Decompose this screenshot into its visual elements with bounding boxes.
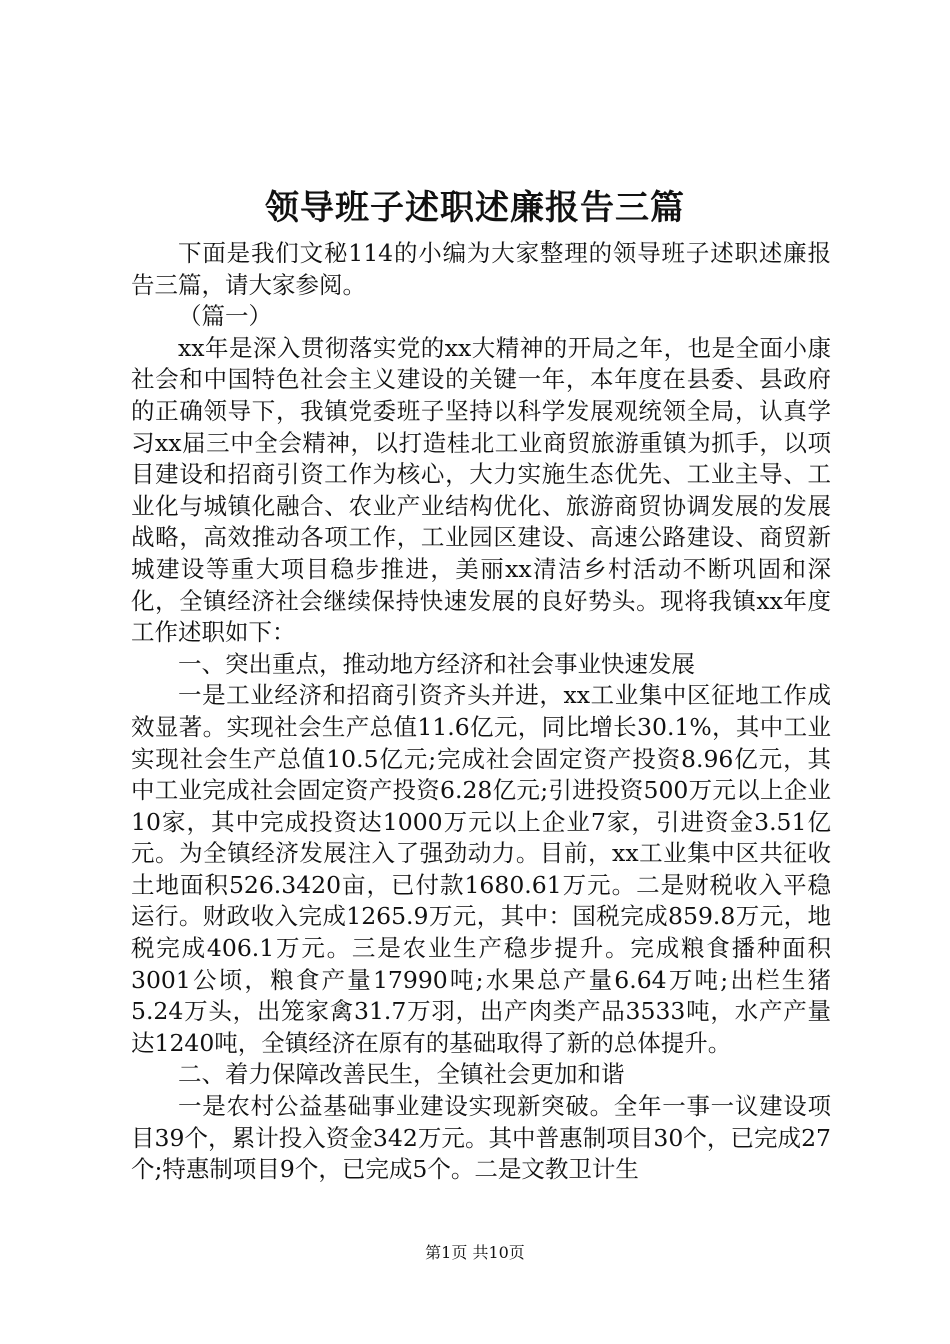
section-label: （篇一） [178, 302, 272, 331]
body-paragraph: 一是工业经济和招商引资齐头并进，xx工业集中区征地工作成效显著。实现社会生产总值11.6亿元，同比增长30.1%，其中工业实现社会生产总值10.5亿元;完成社会固定资产投资8.96亿元，其中工业完成社会固定资产投资6.28亿元;引进投资500万元以上企业10家，其中完成投资达1000万元以上企业7家，引进资金3.51亿元。为全镇经济发展注入了强劲动力。目前，xx工业集中区共征收土地面积526.3420亩，已付款1680.61万元。二是财税收入平稳运行。财政收入完成1265.9万元，其中：国税完成859.8万元，地税完成406.1万元。三是农业生产稳步提升。完成粮食播种面积3001公顷，粮食产量17990吨;水果总产量6.64万吨;出栏生猪5.24万头，出笼家禽31.7万羽，出产肉类产品3533吨，水产产量达1240吨，全镇经济在原有的基础取得了新的总体提升。 [131, 681, 831, 1057]
document-title: 领导班子述职述廉报告三篇 [265, 188, 685, 228]
intro-paragraph: 下面是我们文秘114的小编为大家整理的领导班子述职述廉报告三篇，请大家参阅。 [131, 239, 831, 299]
page-number-footer: 第1页 共10页 [425, 1243, 525, 1262]
body-paragraph: 一是农村公益基础事业建设实现新突破。全年一事一议建设项目39个，累计投入资金342万元。其中普惠制项目30个，已完成27个;特惠制项目9个，已完成5个。二是文教卫计生 [131, 1092, 831, 1184]
body-paragraph: xx年是深入贯彻落实党的xx大精神的开局之年，也是全面小康社会和中国特色社会主义建设的关键一年，本年度在县委、县政府的正确领导下，我镇党委班子坚持以科学发展观统领全局，认真学习xx届三中全会精神，以打造桂北工业商贸旅游重镇为抓手，以项目建设和招商引资工作为核心，大力实施生态优先、工业主导、工业化与城镇化融合、农业产业结构优化、旅游商贸协调发展的发展战略，高效推动各项工作，工业园区建设、高速公路建设、商贸新城建设等重大项目稳步推进，美丽xx清洁乡村活动不断巩固和深化，全镇经济社会继续保持快速发展的良好势头。现将我镇xx年度工作述职如下： [131, 333, 831, 647]
section-heading: 一、突出重点，推动地方经济和社会事业快速发展 [178, 649, 695, 678]
document-body [131, 238, 831, 1186]
section-heading: 二、着力保障改善民生，全镇社会更加和谐 [178, 1060, 625, 1089]
